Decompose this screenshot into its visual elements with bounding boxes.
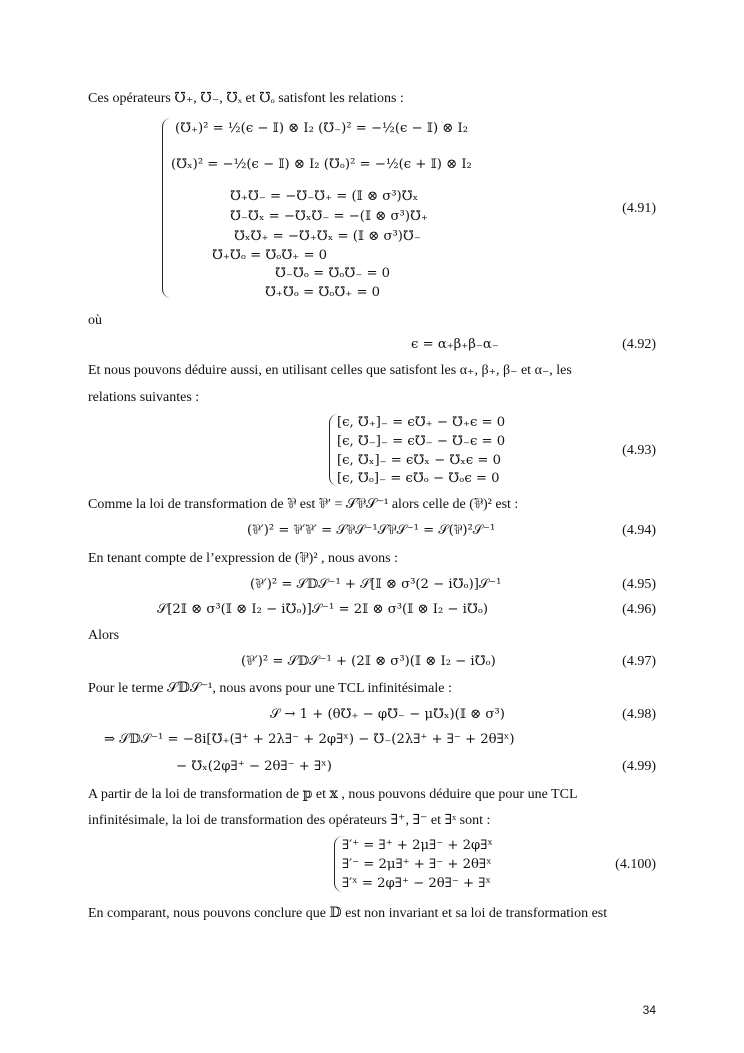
equation-number-4-99: (4.99) bbox=[622, 759, 656, 774]
equation-4-93-line-4: [ϵ, ℧ₒ]₋ = ϵ℧ₒ − ℧ₒϵ = 0 bbox=[337, 471, 500, 486]
equation-4-91-line-3: ℧₊℧₋ = −℧₋℧₊ = (𝕀 ⊗ σ³)℧ₓ bbox=[230, 189, 419, 204]
paragraph-expression: En tenant compte de l’expression de (⅌)² , nous avons : bbox=[88, 551, 399, 566]
equation-4-91-line-5: ℧ₓ℧₊ = −℧₊℧ₓ = (𝕀 ⊗ σ³)℧₋ bbox=[234, 229, 421, 244]
equation-4-100-line-2: ∃′⁻ = 2μ∃⁺ + ∃⁻ + 2θ∃ˣ bbox=[342, 857, 492, 872]
equation-4-91-line-7: ℧₋℧ₒ = ℧ₒ℧₋ = 0 bbox=[275, 266, 391, 281]
equation-4-91-line-4: ℧₋℧ₓ = −℧ₓ℧₋ = −(𝕀 ⊗ σ³)℧₊ bbox=[230, 209, 428, 224]
paragraph-tcl: Pour le terme 𝒮𝔻𝒮⁻¹, nous avons pour une TCL infinitésimale : bbox=[88, 681, 452, 696]
equation-4-100-line-1: ∃′⁺ = ∃⁺ + 2μ∃⁻ + 2φ∃ˣ bbox=[342, 838, 493, 853]
paragraph-partir-1: A partir de la loi de transformation de 𝕡 et 𝕩 , nous pouvons déduire que pour une TCL bbox=[88, 787, 578, 802]
word-alors: Alors bbox=[88, 628, 120, 643]
equation-number-4-96: (4.96) bbox=[622, 602, 656, 617]
paragraph-partir-2: infinitésimale, la loi de transformation des opérateurs ∃⁺, ∃⁻ et ∃ˣ sont : bbox=[88, 813, 491, 828]
equation-4-99-line-2: − ℧ₓ(2φ∃⁺ − 2θ∃⁻ + ∃ˣ) bbox=[176, 759, 332, 774]
equation-4-93-line-1: [ϵ, ℧₊]₋ = ϵ℧₊ − ℧₊ϵ = 0 bbox=[337, 415, 506, 430]
equation-number-4-91: (4.91) bbox=[622, 201, 656, 216]
equation-number-4-95: (4.95) bbox=[622, 577, 656, 592]
paragraph-transformation: Comme la loi de transformation de ⅌ est ⅌′ = 𝒮⅌𝒮⁻¹ alors celle de (⅌)² est : bbox=[88, 497, 519, 512]
equation-4-97: (⅌′)² = 𝒮𝔻𝒮⁻¹ + (2𝕀 ⊗ σ³)(𝕀 ⊗ I₂ − i℧ₒ) bbox=[241, 654, 496, 669]
page-number: 34 bbox=[642, 1003, 656, 1017]
paragraph-relations-2: relations suivantes : bbox=[88, 390, 200, 405]
equation-4-99-line-1: ⇒ 𝒮𝔻𝒮⁻¹ = −8i[℧₊(∃⁺ + 2λ∃⁻ + 2φ∃ˣ) − ℧₋(2λ∃⁺ + ∃⁻ + 2θ∃ˣ) bbox=[104, 732, 515, 747]
equation-4-93-line-2: [ϵ, ℧₋]₋ = ϵ℧₋ − ℧₋ϵ = 0 bbox=[337, 434, 506, 449]
equation-4-100-line-3: ∃′ˣ = 2φ∃⁺ − 2θ∃⁻ + ∃ˣ bbox=[342, 876, 491, 891]
equation-number-4-100: (4.100) bbox=[615, 857, 656, 872]
equation-4-91-line-1: (℧₊)² = ½(ϵ − 𝕀) ⊗ I₂ (℧₋)² = −½(ϵ − 𝕀) ⊗ I₂ bbox=[175, 121, 469, 136]
equation-4-93-line-3: [ϵ, ℧ₓ]₋ = ϵ℧ₓ − ℧ₓϵ = 0 bbox=[337, 453, 502, 468]
equation-4-91-line-2: (℧ₓ)² = −½(ϵ − 𝕀) ⊗ I₂ (℧ₒ)² = −½(ϵ + 𝕀) ⊗ I₂ bbox=[171, 157, 472, 172]
equation-number-4-92: (4.92) bbox=[622, 337, 656, 352]
equation-number-4-98: (4.98) bbox=[622, 707, 656, 722]
paragraph-conclusion: En comparant, nous pouvons conclure que 𝔻 est non invariant et sa loi de transformation est bbox=[88, 906, 608, 921]
equation-number-4-94: (4.94) bbox=[622, 523, 656, 538]
equation-4-94: (⅌′)² = ⅌′⅌′ = 𝒮⅌𝒮⁻¹𝒮⅌𝒮⁻¹ = 𝒮(⅌)²𝒮⁻¹ bbox=[247, 523, 496, 538]
equation-4-95: (⅌′)² = 𝒮𝔻𝒮⁻¹ + 𝒮[𝕀 ⊗ σ³(2 − i℧ₒ)]𝒮⁻¹ bbox=[250, 577, 502, 592]
equation-4-91-line-6: ℧₊℧ₒ = ℧ₒ℧₊ = 0 bbox=[212, 248, 328, 263]
equation-number-4-93: (4.93) bbox=[622, 443, 656, 458]
equation-number-4-97: (4.97) bbox=[622, 654, 656, 669]
equation-4-96: 𝒮[2𝕀 ⊗ σ³(𝕀 ⊗ I₂ − i℧ₒ)]𝒮⁻¹ = 2𝕀 ⊗ σ³(𝕀 ⊗ I₂ − i℧ₒ) bbox=[157, 602, 489, 617]
equation-4-91-line-8: ℧₊℧ₒ = ℧ₒ℧₊ = 0 bbox=[265, 285, 381, 300]
equation-4-98: 𝒮 → 1 + (θ℧₊ − φ℧₋ − μ℧ₓ)(𝕀 ⊗ σ³) bbox=[270, 707, 505, 722]
paragraph-relations-1: Et nous pouvons déduire aussi, en utilisant celles que satisfont les α₊, β₊, β₋ et α₋, les bbox=[88, 363, 572, 378]
paragraph-intro: Ces opérateurs ℧₊, ℧₋, ℧ₓ et ℧ₒ satisfont les relations : bbox=[88, 91, 404, 106]
equation-4-92: ϵ = α₊β₊β₋α₋ bbox=[411, 337, 499, 352]
word-ou: où bbox=[88, 313, 102, 328]
brace-4-91 bbox=[162, 118, 171, 298]
